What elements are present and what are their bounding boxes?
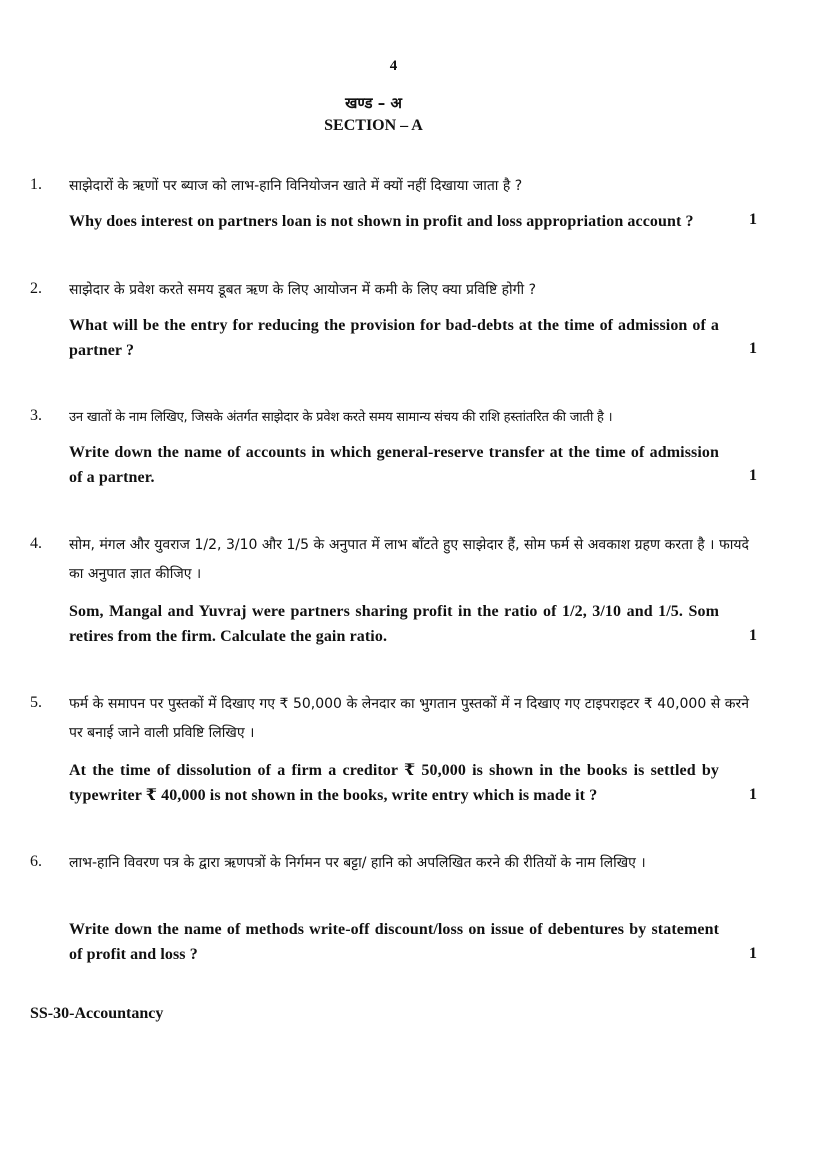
section-heading-hindi: खण्ड – अ <box>345 94 402 112</box>
section-heading: SECTION – A <box>324 117 423 134</box>
question-text-hindi: साझेदार के प्रवेश करते समय डूबत ऋण के लिए आयोजन में कमी के लिए क्या प्रविष्टि होगी ? <box>69 282 537 298</box>
question-marks: 1 <box>749 627 757 644</box>
question-marks: 1 <box>749 211 757 228</box>
question-marks: 1 <box>749 340 757 357</box>
question-text-english: Why does interest on partners loan is not shown in profit and loss appropriation account ? <box>69 213 694 230</box>
question-text-hindi: उन खातों के नाम लिखिए, जिसके अंतर्गत साझेदार के प्रवेश करते समय सामान्य संचय की राशि हस्तांतरित की जाती है । <box>69 410 613 425</box>
question-marks: 1 <box>749 786 757 803</box>
question-text-english: Write down the name of accounts in which general-reserve transfer at the time of admission of a partner. <box>69 444 719 486</box>
question-text-hindi: साझेदारों के ऋणों पर ब्याज को लाभ-हानि विनियोजन खाते में क्यों नहीं दिखाया जाता है ? <box>69 178 523 194</box>
question-marks: 1 <box>749 467 757 484</box>
question-marks: 1 <box>749 945 757 962</box>
question-text-english: Som, Mangal and Yuvraj were partners sharing profit in the ratio of 1/2, 3/10 and 1/5. Som retires from the firm. Calculate the gain ratio. <box>69 603 719 645</box>
question-number: 5. <box>30 694 42 711</box>
question-text-english: What will be the entry for reducing the provision for bad-debts at the time of admission of a partner ? <box>69 317 719 359</box>
page-number: 4 <box>389 58 398 74</box>
question-text-english: At the time of dissolution of a firm a creditor ₹ 50,000 is shown in the books is settled by typewriter ₹ 40,000 is not shown in the books, write entry which is made it ? <box>69 762 719 804</box>
question-number: 4. <box>30 535 42 552</box>
question-number: 3. <box>30 407 42 424</box>
question-number: 6. <box>30 853 42 870</box>
question-text-hindi: फर्म के समापन पर पुस्तकों में दिखाए गए ₹ 50,000 के लेनदार का भुगतान पुस्तकों में न दिखाए गए टाइपराइटर ₹ 40,000 से करने पर बनाई जाने वाली प्रविष्टि लिखिए । <box>69 696 749 741</box>
question-text-hindi: लाभ-हानि विवरण पत्र के द्वारा ऋणपत्रों के निर्गमन पर बट्टा/ हानि को अपलिखित करने की रीतियों के नाम लिखिए । <box>69 855 646 871</box>
question-number: 2. <box>30 280 42 297</box>
question-number: 1. <box>30 176 42 193</box>
question-text-english: Write down the name of methods write-off discount/loss on issue of debentures by statement of profit and loss ? <box>69 921 719 963</box>
question-text-hindi: सोम, मंगल और युवराज 1/2, 3/10 और 1/5 के अनुपात में लाभ बाँटते हुए साझेदार हैं, सोम फर्म से अवकाश ग्रहण करता है । फायदे का अनुपात ज्ञात कीजिए । <box>69 537 749 582</box>
paper-code-footer: SS-30-Accountancy <box>30 1005 164 1022</box>
